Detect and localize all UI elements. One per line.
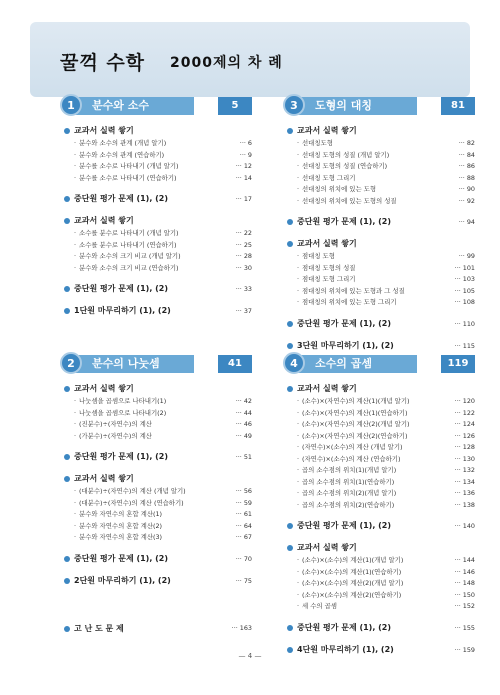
section-3 [285, 96, 475, 353]
bullet-dot: · [297, 397, 300, 405]
toc-item[interactable] [285, 431, 475, 443]
toc-item-page: ··· 124 [454, 420, 475, 428]
toc-item-label: (진분수)÷(자연수)의 계산 [79, 420, 152, 428]
toc-item-label: (대분수)÷(자연수)의 계산 (개념 알기) [79, 487, 186, 495]
group-title: 교과서 실력 쌓기 [74, 126, 134, 135]
section-2 [62, 354, 252, 588]
entry-page: ··· 17 [235, 195, 252, 203]
bullet-dot: · [297, 454, 300, 463]
bullet-icon [64, 626, 70, 632]
toc-item[interactable] [285, 590, 475, 602]
section-title: 소수의 곱셈 [295, 355, 417, 373]
toc-item-label: 소수를 분수로 나타내기 (개념 알기) [79, 229, 179, 237]
toc-item[interactable] [62, 532, 252, 544]
toc-item-page: ··· 64 [235, 521, 252, 530]
bullet-icon [64, 286, 70, 292]
entry-title: 중단원 평가 문제 (1), (2) [74, 284, 169, 293]
toc-item-page: ··· 25 [235, 240, 252, 249]
toc-item-label: (소수)×(소수)의 계산(2)(연습하기) [302, 590, 402, 599]
toc-item-label: (소수)×(자연수)의 계산(2)(연습하기) [302, 431, 408, 440]
toc-item[interactable] [285, 488, 475, 500]
bullet-dot: · [74, 510, 77, 518]
toc-item[interactable] [62, 396, 252, 408]
toc-item-page: ··· 59 [235, 498, 252, 507]
bullet-dot: · [74, 408, 77, 417]
toc-item-page: ··· 82 [458, 139, 475, 147]
section-page: 81 [441, 97, 475, 115]
toc-item[interactable] [62, 173, 252, 185]
bullet-dot: · [297, 500, 300, 509]
entry-page: ··· 75 [235, 576, 252, 585]
toc-item[interactable] [285, 150, 475, 162]
toc-item-page: ··· 86 [458, 162, 475, 170]
toc-item[interactable] [285, 419, 475, 431]
bullet-icon [287, 321, 293, 327]
bullet-dot: · [297, 556, 300, 564]
advanced-problems-page: ··· 163 [231, 624, 252, 632]
bullet-dot: · [297, 275, 300, 283]
toc-item-label: 곱의 소수점의 위치(1)(개념 알기) [302, 466, 397, 474]
bullet-dot: · [74, 173, 77, 182]
entry-page: ··· 70 [235, 554, 252, 563]
toc-item-page: ··· 130 [454, 454, 475, 463]
toc-item[interactable] [62, 263, 252, 275]
toc-item-label: 분수를 소수로 나타내기 (연습하기) [79, 173, 177, 182]
toc-item[interactable] [285, 161, 475, 173]
toc-entry[interactable] [62, 574, 252, 588]
toc-item[interactable] [285, 138, 475, 150]
toc-item-label: 곱의 소수점의 위치(2)(연습하기) [302, 500, 395, 509]
entry-title: 중단원 평가 문제 (1), (2) [74, 194, 169, 203]
toc-item-label: (자연수)×(소수)의 계산 (연습하기) [302, 454, 401, 463]
group-title: 교과서 실력 쌓기 [297, 384, 357, 393]
toc-item-page: ··· 22 [235, 229, 252, 237]
toc-item[interactable] [285, 442, 475, 454]
toc-entry[interactable] [62, 552, 252, 566]
entry-page: ··· 115 [454, 341, 475, 350]
bullet-icon [287, 343, 293, 349]
toc-item[interactable] [62, 161, 252, 173]
entry-page: ··· 159 [454, 645, 475, 654]
bullet-dot: · [297, 466, 300, 474]
toc-item-page: ··· 150 [454, 590, 475, 599]
toc-item-page: ··· 136 [454, 489, 475, 497]
toc-item[interactable] [285, 567, 475, 579]
toc-item-page: ··· 88 [458, 173, 475, 182]
entry-page: ··· 155 [454, 623, 475, 632]
toc-item-label: 점대칭 도형의 성질 [302, 263, 356, 272]
section-4 [285, 354, 475, 657]
bullet-dot: · [297, 602, 300, 610]
toc-item-page: ··· 14 [235, 173, 252, 182]
toc-item-page: ··· 28 [235, 252, 252, 260]
entry-title: 중단원 평가 문제 (1), (2) [297, 622, 392, 632]
section-header[interactable] [285, 96, 475, 116]
toc-item-label: 선대칭도형 [302, 139, 333, 147]
bullet-dot: · [74, 521, 77, 530]
toc-item-label: 분수를 소수로 나타내기 (개념 알기) [79, 162, 179, 170]
toc-item-page: ··· 122 [454, 408, 475, 417]
toc-item-label: 선대칭의 위치에 있는 도형 [302, 185, 377, 193]
bullet-icon [64, 308, 70, 314]
section-number: 3 [283, 94, 305, 116]
toc-item-label: 점대칭 도형 그리기 [302, 275, 356, 283]
bullet-dot: · [297, 286, 300, 295]
section-number: 1 [60, 94, 82, 116]
entry-page: ··· 94 [458, 218, 475, 226]
toc-item-page: ··· 99 [458, 252, 475, 260]
bullet-dot: · [297, 590, 300, 599]
bullet-dot: · [74, 397, 77, 405]
toc-item-page: ··· 108 [454, 298, 475, 306]
entry-page: ··· 37 [235, 307, 252, 315]
group-header [62, 472, 252, 486]
bullet-icon [287, 386, 293, 392]
toc-item-label: (소수)×(자연수)의 계산(1)(개념 알기) [302, 397, 410, 405]
entry-page: ··· 110 [454, 319, 475, 328]
group-header [62, 382, 252, 396]
toc-item[interactable] [62, 498, 252, 510]
section-title: 도형의 대칭 [295, 97, 417, 115]
bullet-dot: · [297, 420, 300, 428]
entry-title: 1단원 마무리하기 (1), (2) [74, 306, 171, 315]
toc-item-label: (소수)×(소수)의 계산(2)(개념 알기) [302, 579, 404, 587]
bullet-dot: · [297, 173, 300, 182]
bullet-dot: · [297, 489, 300, 497]
toc-entry[interactable] [62, 304, 252, 318]
toc-item-label: 선대칭 도형의 성질 (연습하기) [302, 162, 388, 170]
toc-item[interactable] [285, 555, 475, 567]
bullet-dot: · [74, 240, 77, 249]
bullet-dot: · [74, 431, 77, 440]
bullet-dot: · [297, 431, 300, 440]
entry-title: 4단원 마무리하기 (1), (2) [297, 644, 394, 654]
toc-item-label: 점대칭의 위치에 있는 도형 그리기 [302, 298, 397, 306]
toc-item[interactable] [62, 228, 252, 240]
toc-item-page: ··· 105 [454, 286, 475, 295]
section-page: 119 [441, 355, 475, 373]
group-title: 교과서 실력 쌓기 [74, 384, 134, 393]
toc-entry[interactable] [285, 339, 475, 353]
toc-item-label: 분수와 소수의 크기 비교 (연습하기) [79, 263, 179, 272]
toc-item[interactable] [285, 465, 475, 477]
bullet-dot: · [74, 139, 77, 147]
toc-item-label: (자연수)×(소수)의 계산 (개념 알기) [302, 443, 403, 451]
toc-item[interactable] [62, 150, 252, 162]
bullet-dot: · [74, 252, 77, 260]
toc-item[interactable] [285, 263, 475, 275]
advanced-problems[interactable] [62, 622, 252, 636]
toc-item[interactable] [285, 173, 475, 185]
toc-item-label: 소수를 분수로 나타내기 (연습하기) [79, 240, 177, 249]
section-header[interactable] [62, 96, 252, 116]
toc-item-page: ··· 132 [454, 466, 475, 474]
bullet-icon [64, 578, 70, 584]
toc-item-label: 선대칭의 위치에 있는 도형의 성질 [302, 196, 397, 205]
entry-title: 중단원 평가 문제 (1), (2) [297, 318, 392, 328]
toc-item[interactable] [62, 251, 252, 263]
group-title: 교과서 실력 쌓기 [74, 474, 134, 483]
section-title: 분수와 소수 [72, 97, 194, 115]
bullet-icon [287, 625, 293, 631]
bullet-dot: · [297, 150, 300, 159]
toc-item-page: ··· 12 [235, 162, 252, 170]
toc-item-label: (소수)×(자연수)의 계산(2)(개념 알기) [302, 420, 410, 428]
toc-item-label: 점대칭의 위치에 있는 도형과 그 성질 [302, 286, 405, 295]
toc-entry[interactable] [62, 192, 252, 206]
toc-item-label: 곱의 소수점의 위치(1)(연습하기) [302, 477, 395, 486]
toc-item[interactable] [285, 274, 475, 286]
bullet-icon [287, 523, 293, 529]
toc-item-page: ··· 6 [239, 139, 252, 147]
toc-item-page: ··· 144 [454, 556, 475, 564]
bullet-dot: · [74, 498, 77, 507]
advanced-problems-title: 고 난 도 문 제 [74, 624, 124, 633]
toc-item-label: 점대칭 도형 [302, 252, 335, 260]
entry-title: 중단원 평가 문제 (1), (2) [74, 553, 169, 563]
toc-item-page: ··· 138 [454, 500, 475, 509]
bullet-dot: · [297, 579, 300, 587]
bullet-dot: · [297, 408, 300, 417]
toc-item-label: 곱의 소수점의 위치(2)(개념 알기) [302, 489, 397, 497]
toc-item-page: ··· 49 [235, 431, 252, 440]
entry-title: 중단원 평가 문제 (1), (2) [74, 452, 169, 461]
toc-item[interactable] [62, 521, 252, 533]
toc-item-label: 분수와 자연수의 혼합 계산(1) [79, 510, 163, 518]
toc-item[interactable] [285, 500, 475, 512]
toc-item[interactable] [285, 196, 475, 208]
toc-entry[interactable] [62, 282, 252, 296]
entry-page: ··· 33 [235, 285, 252, 293]
entry-title: 2단원 마무리하기 (1), (2) [74, 575, 171, 585]
entry-page: ··· 51 [235, 453, 252, 461]
bullet-dot: · [297, 298, 300, 306]
toc-item-page: ··· 42 [235, 397, 252, 405]
group-header [62, 214, 252, 228]
toc-item[interactable] [62, 408, 252, 420]
toc-item-page: ··· 134 [454, 477, 475, 486]
toc-entry[interactable] [285, 215, 475, 229]
group-title: 교과서 실력 쌓기 [74, 216, 134, 225]
bullet-icon [64, 128, 70, 134]
bullet-icon [287, 241, 293, 247]
bullet-dot: · [297, 477, 300, 486]
page-number: — 4 — [238, 652, 262, 660]
bullet-icon [64, 454, 70, 460]
toc-item-page: ··· 9 [239, 150, 252, 159]
toc-item-label: 나눗셈을 곱셈으로 나타내기(2) [79, 408, 167, 417]
toc-item[interactable] [285, 251, 475, 263]
toc-item-label: 선대칭 도형 그리기 [302, 173, 356, 182]
toc-entry[interactable] [285, 317, 475, 331]
toc-item-label: 나눗셈을 곱셈으로 나타내기(1) [79, 397, 167, 405]
toc-item-page: ··· 128 [454, 443, 475, 451]
toc-item-page: ··· 126 [454, 431, 475, 440]
toc-item-label: (소수)×(자연수)의 계산(1)(연습하기) [302, 408, 408, 417]
bullet-dot: · [297, 139, 300, 147]
section-header[interactable] [285, 354, 475, 374]
toc-item-page: ··· 67 [235, 533, 252, 541]
section-page: 5 [218, 97, 252, 115]
bullet-dot: · [74, 150, 77, 159]
toc-item[interactable] [285, 286, 475, 298]
toc-item-page: ··· 146 [454, 567, 475, 576]
toc-subtitle: 2000제의 차 례 [170, 55, 283, 71]
toc-item-page: ··· 46 [235, 420, 252, 428]
toc-item[interactable] [62, 486, 252, 498]
toc-item-page: ··· 61 [235, 510, 252, 518]
toc-entry[interactable] [285, 519, 475, 533]
bullet-icon [64, 476, 70, 482]
section-title: 분수의 나눗셈 [72, 355, 194, 373]
toc-item[interactable] [62, 509, 252, 521]
toc-item[interactable] [285, 578, 475, 590]
bullet-dot: · [74, 533, 77, 541]
bullet-icon [287, 219, 293, 225]
group-header [285, 541, 475, 555]
entry-page: ··· 140 [454, 522, 475, 530]
group-header [62, 124, 252, 138]
toc-item-page: ··· 148 [454, 579, 475, 587]
toc-item[interactable] [62, 431, 252, 443]
toc-item-page: ··· 84 [458, 150, 475, 159]
toc-item-page: ··· 90 [458, 185, 475, 193]
entry-title: 3단원 마무리하기 (1), (2) [297, 340, 394, 350]
toc-item-label: (소수)×(소수)의 계산(1)(연습하기) [302, 567, 402, 576]
toc-item-page: ··· 120 [454, 397, 475, 405]
section-page: 41 [218, 355, 252, 373]
toc-item[interactable] [285, 297, 475, 309]
bullet-dot: · [74, 420, 77, 428]
toc-item-page: ··· 101 [454, 263, 475, 272]
bullet-icon [64, 386, 70, 392]
toc-item-label: 세 수의 곱셈 [302, 602, 337, 610]
toc-item-label: 분수와 소수의 크기 비교 (개념 알기) [79, 252, 181, 260]
bullet-dot: · [297, 252, 300, 260]
toc-item-page: ··· 44 [235, 408, 252, 417]
toc-item-page: ··· 103 [454, 275, 475, 283]
bullet-dot: · [297, 185, 300, 193]
book-title: 꿀꺽 수학 [60, 52, 146, 74]
toc-item-label: (가분수)÷(자연수)의 계산 [79, 431, 152, 440]
bullet-dot: · [297, 567, 300, 576]
toc-item-page: ··· 152 [454, 602, 475, 610]
group-header [285, 382, 475, 396]
toc-entry[interactable] [62, 450, 252, 464]
toc-item[interactable] [285, 408, 475, 420]
bullet-icon [287, 128, 293, 134]
toc-item[interactable] [62, 138, 252, 150]
section-number: 4 [283, 352, 305, 374]
toc-item-label: 분수와 자연수의 혼합 계산(2) [79, 521, 163, 530]
toc-item-page: ··· 92 [458, 196, 475, 205]
bullet-dot: · [297, 263, 300, 272]
toc-item-label: 분수와 소수의 관계 (연습하기) [79, 150, 165, 159]
bullet-icon [64, 196, 70, 202]
toc-entry[interactable] [285, 621, 475, 635]
toc-item[interactable] [285, 454, 475, 466]
toc-item-label: (대분수)÷(자연수)의 계산 (연습하기) [79, 498, 184, 507]
toc-item-label: (소수)×(소수)의 계산(1)(개념 알기) [302, 556, 404, 564]
toc-item-page: ··· 56 [235, 487, 252, 495]
toc-item-page: ··· 30 [235, 263, 252, 272]
group-title: 교과서 실력 쌓기 [297, 543, 357, 552]
group-header [285, 237, 475, 251]
section-1 [62, 96, 252, 318]
toc-item-label: 분수와 소수의 관계 (개념 알기) [79, 139, 167, 147]
bullet-dot: · [297, 196, 300, 205]
bullet-icon [64, 218, 70, 224]
toc-item[interactable] [285, 184, 475, 196]
bullet-dot: · [297, 443, 300, 451]
entry-title: 중단원 평가 문제 (1), (2) [297, 217, 392, 226]
group-title: 교과서 실력 쌓기 [297, 239, 357, 248]
bullet-dot: · [74, 162, 77, 170]
toc-item-label: 선대칭 도형의 성질 (개념 알기) [302, 150, 390, 159]
section-number: 2 [60, 352, 82, 374]
bullet-dot: · [74, 229, 77, 237]
bullet-dot: · [74, 263, 77, 272]
group-header [285, 124, 475, 138]
bullet-dot: · [74, 487, 77, 495]
toc-item[interactable] [62, 240, 252, 252]
toc-item-label: 분수와 자연수의 혼합 계산(3) [79, 533, 163, 541]
group-title: 교과서 실력 쌓기 [297, 126, 357, 135]
toc-item[interactable] [285, 396, 475, 408]
section-header[interactable] [62, 354, 252, 374]
bullet-icon [64, 556, 70, 562]
toc-item[interactable] [285, 601, 475, 613]
bullet-dot: · [297, 162, 300, 170]
toc-item[interactable] [62, 419, 252, 431]
entry-title: 중단원 평가 문제 (1), (2) [297, 521, 392, 530]
bullet-icon [287, 545, 293, 551]
toc-item[interactable] [285, 477, 475, 489]
